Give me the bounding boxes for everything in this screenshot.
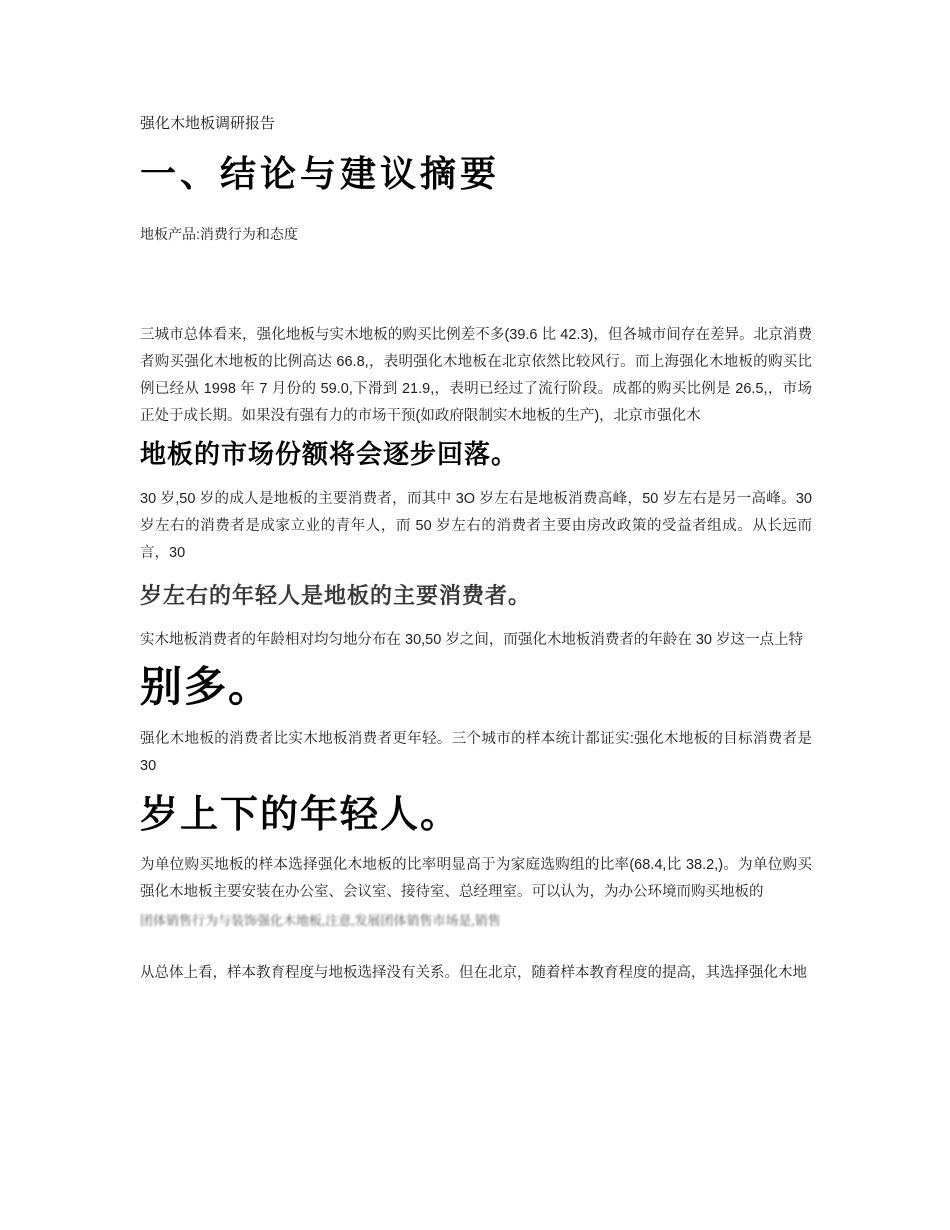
image-text-market-share: 地板的市场份额将会逐步回落。 [140,440,519,469]
document-content [140,0,812,987]
paragraph-younger-consumers: 强化木地板的消费者比实木地板消费者更年轻。三个城市的样本统计都证实:强化木地板的目标消费者是 30 [140,731,812,774]
document-subtitle: 地板产品:消费行为和态度 [140,226,298,242]
image-text-target-age: 岁上下的年轻人。 [140,794,461,836]
image-text-blurry-line: 团体销售行为与装饰强化木地板,注意,发展团体销售市场是,销售 [140,913,501,928]
paragraph-education-level: 从总体上看，样本教育程度与地板选择没有关系。但在北京，随着样本教育程度的提高，其选择强化木地 [140,965,807,981]
paragraph-unit-purchase: 为单位购买地板的样本选择强化木地板的比率明显高于为家庭选购组的比率(68.4,比 38.2,)。为单位购买强化木地板主要安装在办公室、会议室、接待室、总经理室。可以认为，为办公环境而购买地板的 [140,857,812,900]
document-title: 强化木地板调研报告 [140,115,276,132]
paragraph-market-comparison: 三城市总体看来，强化地板与实木地板的购买比例差不多(39.6 比 42.3)，但各城市间存在差异。北京消费者购买强化木地板的比例高达 66.8,，表明强化木地板在北京依然比较风行。而上海强化木地板的购买比例已经从 1998 年 7 月份的 59.0,下滑到 21.9,，表明已经过了流行阶段。成都的购买比例是 26.5,，市场正处于成长期。如果没有强有力的市场干预(如政府限制实木地板的生产)，北京市强化木 [140,327,812,424]
image-text-young-consumers: 岁左右的年轻人是地板的主要消费者。 [140,583,532,608]
paragraph-age-distribution: 实木地板消费者的年龄相对均匀地分布在 30,50 岁之间，而强化木地板消费者的年龄在 30 岁这一点上特 [140,632,804,648]
image-text-bie-duo: 别多。 [140,665,273,711]
section-heading-image: 一、结论与建议摘要 [140,154,501,194]
paragraph-age-groups: 30 岁,50 岁的成人是地板的主要消费者，而其中 3O 岁左右是地板消费高峰，50 岁左右是另一高峰。30 岁左右的消费者是成家立业的青年人，而 50 岁左右的消费者主要由房改政策的受益者组成。从长远而言，30 [140,491,812,561]
